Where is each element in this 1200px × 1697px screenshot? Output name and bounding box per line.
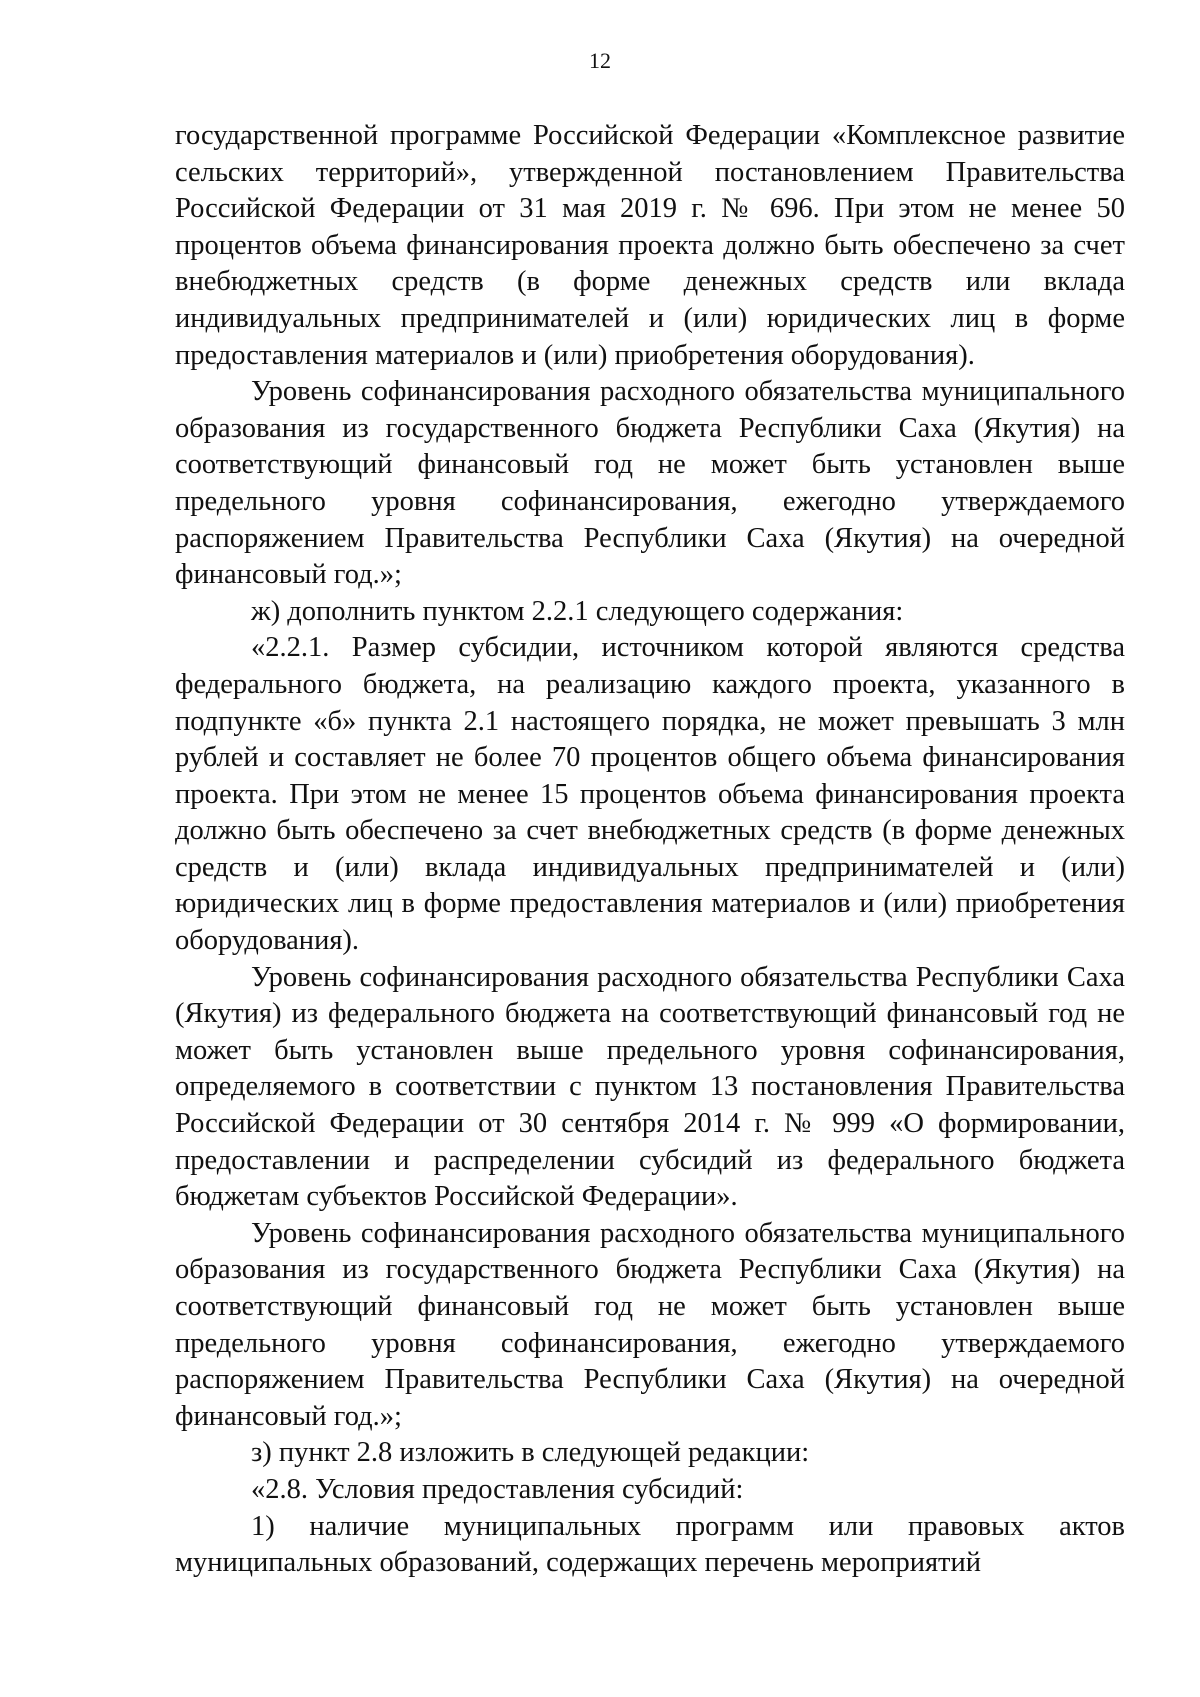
paragraph-amendment-zh: ж) дополнить пунктом 2.2.1 следующего содержания:: [251, 595, 904, 627]
document-body: [175, 118, 1125, 1582]
paragraph-clause-2-8: «2.8. Условия предоставления субсидий:: [251, 1473, 744, 1505]
paragraph-amendment-z: з) пункт 2.8 изложить в следующей редакции:: [251, 1437, 810, 1469]
paragraph-cofinancing-municipal: Уровень софинансирования расходного обязательства муниципального образования из государственного бюджета Республики Саха (Якутия) на соответствующий финансовый год не может быть установлен выше предельного уровня софинансирования, ежегодно утверждаемого распоряжением Правительства Республики Саха (Якутия) на очередной финансовый год.»;: [175, 376, 1125, 591]
paragraph-condition-1: 1) наличие муниципальных программ или правовых актов муниципальных образований, содержащих перечень мероприятий: [175, 1510, 1125, 1579]
paragraph-cofinancing-municipal-repeat: Уровень софинансирования расходного обязательства муниципального образования из государственного бюджета Республики Саха (Якутия) на соответствующий финансовый год не может быть установлен выше предельного уровня софинансирования, ежегодно утверждаемого распоряжением Правительства Республики Саха (Якутия) на очередной финансовый год.»;: [175, 1217, 1125, 1432]
paragraph-cofinancing-republic: Уровень софинансирования расходного обязательства Республики Саха (Якутия) из федерального бюджета на соответствующий финансовый год не может быть установлен выше предельного уровня софинансирования, определяемого в соответствии с пунктом 13 постановления Правительства Российской Федерации от 30 сентября 2014 г. № 999 «О формировании, предоставлении и распределении субсидий из федерального бюджета бюджетам субъектов Российской Федерации».: [175, 961, 1125, 1213]
page-number: 12: [589, 48, 611, 73]
paragraph-clause-2-2-1: «2.2.1. Размер субсидии, источником которой являются средства федерального бюджета, на реализацию каждого проекта, указанного в подпункте «б» пункта 2.1 настоящего порядка, не может превышать 3 млн рублей и составляет не более 70 процентов общего объема финансирования проекта. При этом не менее 15 процентов объема финансирования проекта должно быть обеспечено за счет внебюджетных средств (в форме денежных средств и (или) вклада индивидуальных предпринимателей и (или) юридических лиц в форме предоставления материалов и (или) приобретения оборудования).: [175, 632, 1125, 957]
paragraph-continuation: государственной программе Российской Федерации «Комплексное развитие сельских территорий», утвержденной постановлением Правительства Российской Федерации от 31 мая 2019 г. № 696. При этом не менее 50 процентов объема финансирования проекта должно быть обеспечено за счет внебюджетных средств (в форме денежных средств или вклада индивидуальных предпринимателей и (или) юридических лиц в форме предоставления материалов и (или) приобретения оборудования).: [175, 120, 1125, 371]
